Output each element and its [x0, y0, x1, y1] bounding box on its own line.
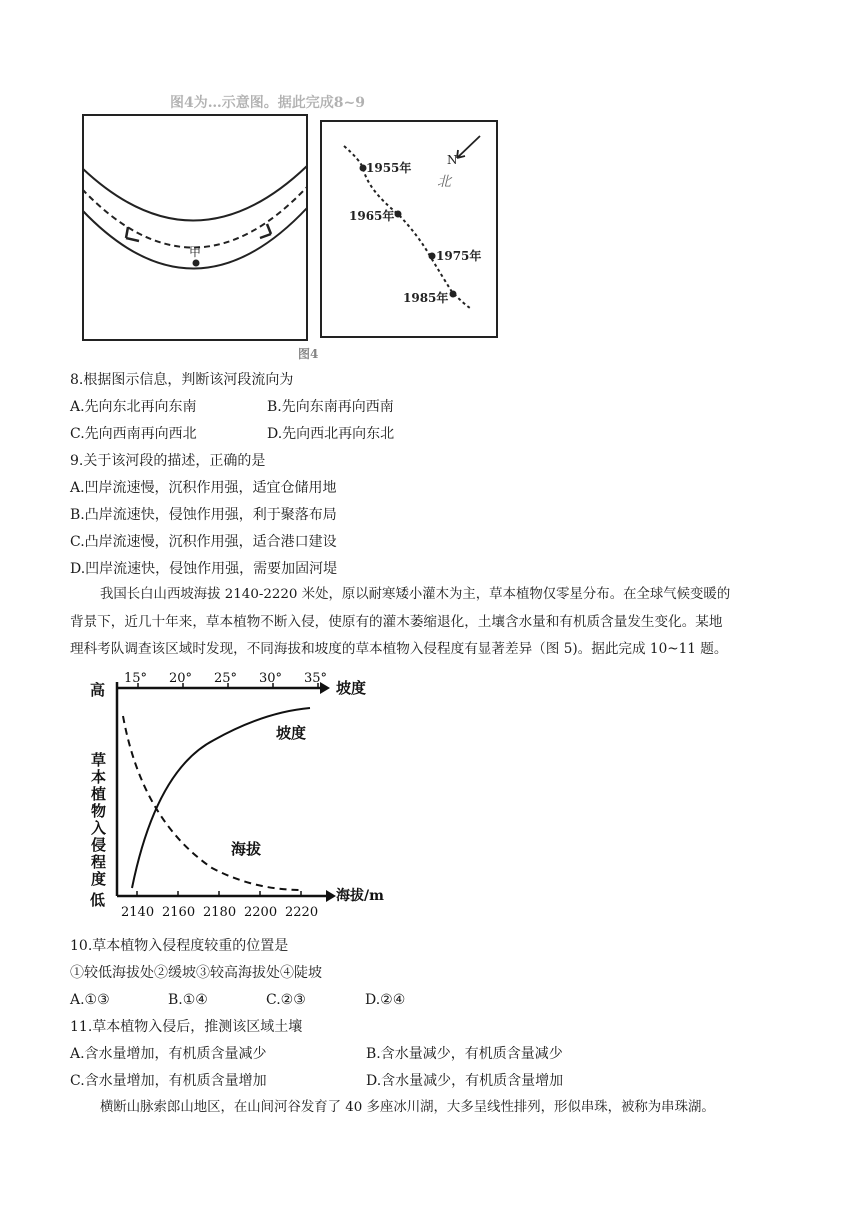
series-altitude-label: 海拔 — [231, 840, 262, 858]
q9-stem: 9.关于该河段的描述，正确的是 — [70, 453, 266, 469]
q8-option-c: C.先向西南再向西北 — [70, 426, 197, 442]
series-altitude-line — [123, 716, 302, 890]
bottom-tick-label: 2200 — [244, 905, 278, 920]
q11-option-a: A.含水量增加，有机质含量减少 — [70, 1046, 267, 1062]
year-1985-label: 1985年 — [403, 291, 449, 305]
figure-4 — [70, 88, 510, 361]
year-1965-dot — [395, 211, 402, 218]
q8-option-d: D.先向西北再向东北 — [267, 426, 395, 442]
y-low-label: 低 — [90, 891, 106, 909]
channel-migration-panel — [320, 120, 498, 338]
q9-option-b: B.凸岸流速快，侵蚀作用强，利于聚落布局 — [70, 507, 337, 523]
x-axis-bottom-arrow-icon — [326, 890, 336, 902]
figure-5-chart — [84, 670, 404, 928]
q10-option-b: B.①④ — [168, 992, 208, 1008]
series-slope-label: 坡度 — [276, 724, 307, 742]
q9-option-d: D.凹岸流速快，侵蚀作用强，需要加固河堤 — [70, 561, 338, 577]
point-jia-label: 甲 — [189, 245, 202, 259]
top-tick-label: 25° — [214, 671, 238, 686]
passage1-line-1: 我国长白山西坡海拔 2140-2220 米处，原以耐寒矮小灌木为主，草本植物仅零星分布。在全球气候变暖的 — [100, 587, 731, 602]
q11-stem: 11.草本植物入侵后，推测该区域土壤 — [70, 1019, 303, 1035]
q8-option-a: A.先向东北再向东南 — [70, 399, 197, 415]
year-1965-label: 1965年 — [349, 209, 395, 223]
north-label: N — [447, 153, 458, 167]
q11-option-c: C.含水量增加，有机质含量增加 — [70, 1073, 267, 1089]
year-1985-dot — [450, 291, 457, 298]
q10-option-d: D.②④ — [365, 992, 406, 1008]
top-tick-label: 30° — [259, 671, 283, 686]
bottom-tick-label: 2160 — [162, 905, 196, 920]
x-bottom-axis-label: 海拔/m — [336, 888, 384, 904]
q8-option-b: B.先向东南再向西南 — [267, 399, 394, 415]
q10-option-c: C.②③ — [266, 992, 306, 1008]
q11-option-d: D.含水量减少，有机质含量增加 — [366, 1073, 564, 1089]
y-axis-label: 草本植物入侵程度 — [89, 752, 107, 888]
point-jia-dot — [193, 260, 200, 267]
top-tick-label: 35° — [304, 671, 328, 686]
q11-option-b: B.含水量减少，有机质含量减少 — [366, 1046, 563, 1062]
year-1975-dot — [429, 253, 436, 260]
top-tick-label: 15° — [124, 671, 148, 686]
river-bend-panel — [82, 114, 308, 341]
bottom-tick-label: 2220 — [285, 905, 319, 920]
top-tick-labels — [124, 671, 327, 688]
north-scribble: 北 — [437, 174, 451, 190]
passage1-line-2: 背景下，近几十年来，草本植物不断入侵，使原有的灌木萎缩退化，土壤含水量和有机质含量发生变化。某地 — [70, 614, 723, 630]
q10-stem: 10.草本植物入侵程度较重的位置是 — [70, 938, 289, 954]
year-1955-label: 1955年 — [366, 161, 412, 175]
river-bank-upper — [82, 166, 307, 221]
passage1-line-3: 理科考队调查该区域时发现，不同海拔和坡度的草本植物入侵程度有显著差异（图 5)。据此完成 10~11 题。 — [70, 641, 728, 657]
top-tick-label: 20° — [169, 671, 193, 686]
x-top-axis-label: 坡度 — [336, 679, 367, 697]
q10-choices: ①较低海拔处②缓坡③较高海拔处④陡坡 — [70, 965, 322, 981]
year-1975-label: 1975年 — [436, 249, 482, 263]
q9-option-a: A.凹岸流速慢，沉积作用强，适宜仓储用地 — [70, 480, 337, 496]
river-bank-lower — [82, 208, 307, 269]
bottom-tick-label: 2180 — [203, 905, 237, 920]
bottom-tick-label: 2140 — [121, 905, 155, 920]
north-arrow-icon — [457, 136, 480, 158]
passage2-line: 横断山脉索郎山地区，在山间河谷发育了 40 多座冰川湖，大多呈线性排列，形似串珠，被称为串珠湖。 — [100, 1100, 715, 1115]
y-high-label: 高 — [90, 681, 106, 699]
q9-option-c: C.凸岸流速慢，沉积作用强，适合港口建设 — [70, 534, 337, 550]
figure-4-caption: 图4 — [298, 347, 319, 361]
figure-4-top-caption: 图4为…示意图。据此完成8~9 — [170, 95, 365, 111]
q10-option-a: A.①③ — [70, 992, 110, 1008]
q8-stem: 8.根据图示信息，判断该河段流向为 — [70, 372, 294, 388]
